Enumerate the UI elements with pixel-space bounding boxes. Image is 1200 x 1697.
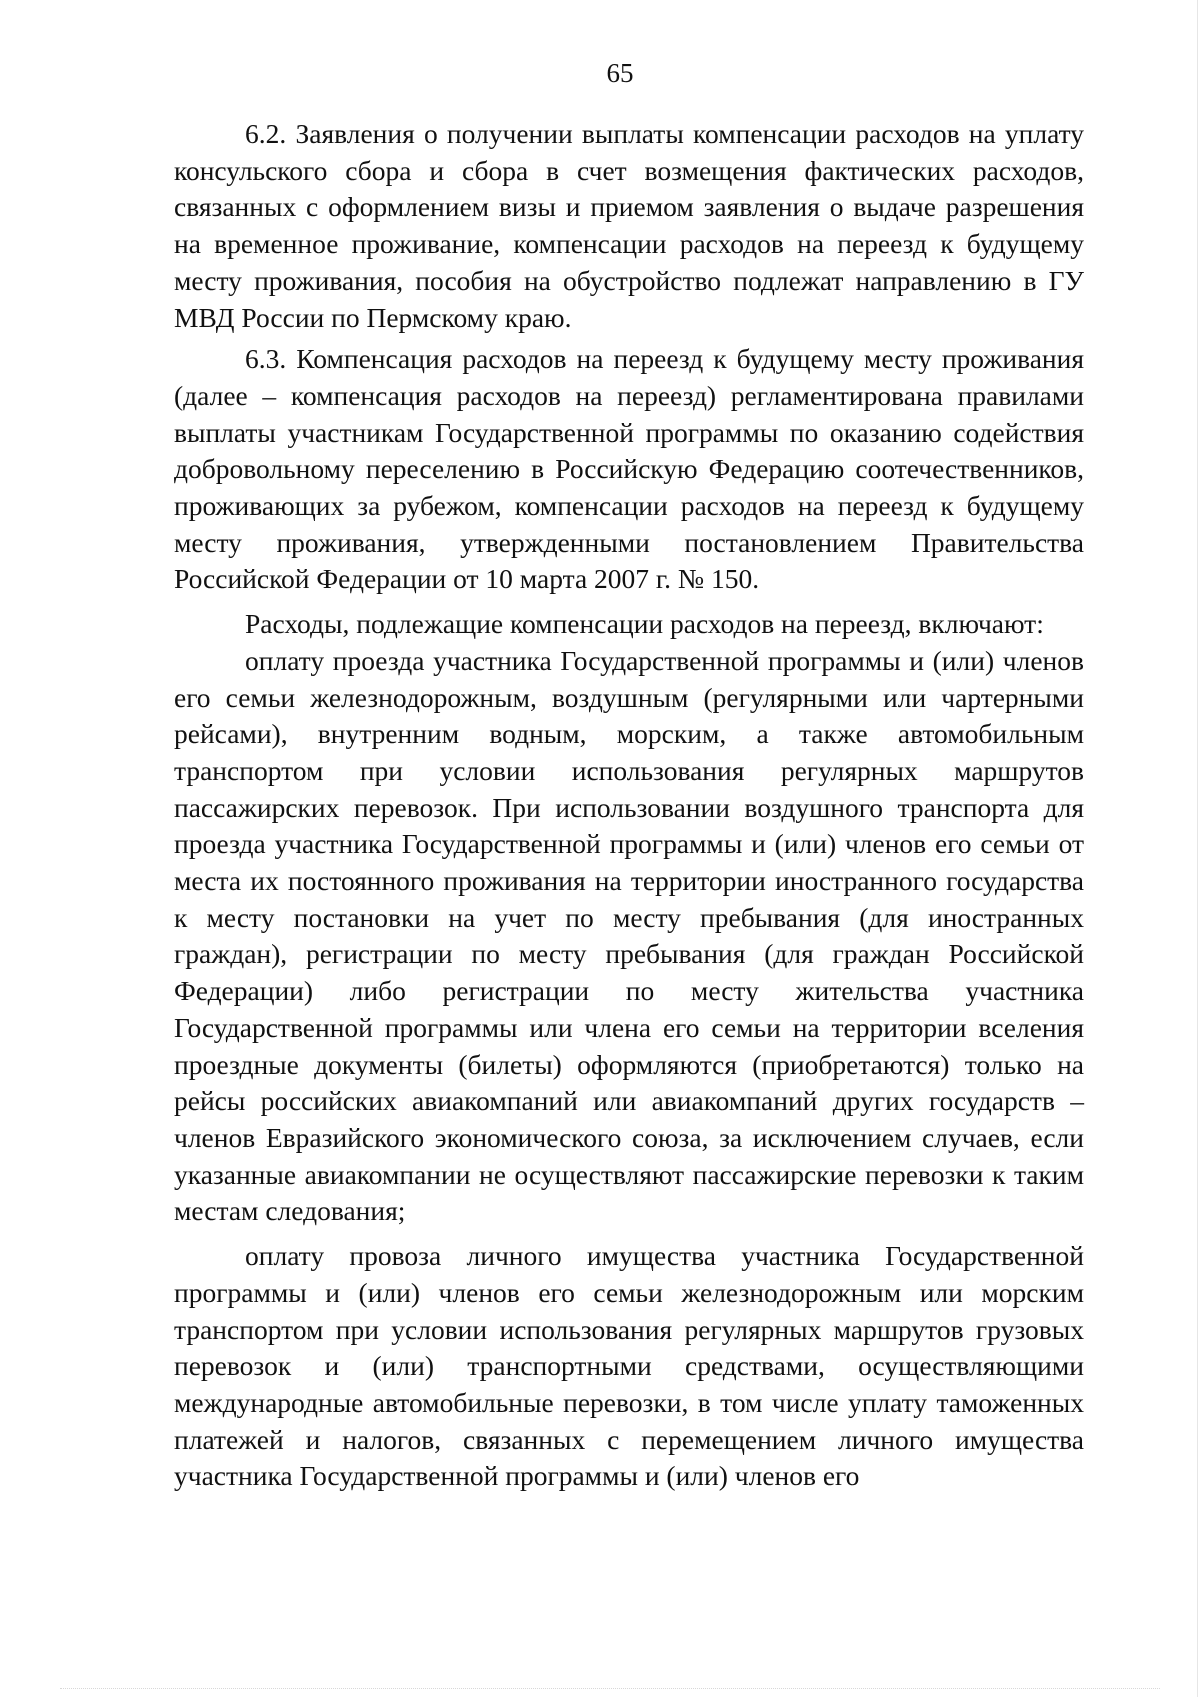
page-number: 65 [606, 58, 634, 88]
paragraph-travel-payment: оплату проезда участника Государственной программы и (или) членов его семьи железнодорожным, воздушным (регулярными или чартерными рейсами), внутренним водным, морским, а также автомобильным транспортом при условии использования регулярных маршрутов пассажирских перевозок. При использовании воздушного транспорта для проезда участника Государственной программы и (или) членов его семьи от места их постоянного проживания на территории иностранного государства к месту постановки на учет по месту пребывания (для иностранных граждан), регистрации по месту пребывания (для граждан Российской Федерации) либо регистрации по месту жительства участника Государственной программы или члена его семьи на территории вселения проездные документы (билеты) оформляются (приобретаются) только на рейсы российских авиакомпаний или авиакомпаний других государств – членов Евразийского экономического союза, за исключением случаев, если указанные авиакомпании не осуществляют пассажирские перевозки к таким местам следования; [174, 644, 1084, 1227]
paragraph-6-3: 6.3. Компенсация расходов на переезд к будущему месту проживания (далее – компенсация расходов на переезд) регламентирована правилами выплаты участникам Государственной программы по оказанию содействия добровольному переселению в Российскую Федерацию соотечественников, проживающих за рубежом, компенсации расходов на переезд к будущему месту проживания, утвержденными постановлением Правительства Российской Федерации от 10 марта 2007 г. № 150. [174, 343, 1084, 595]
scan-edge-artifact [60, 1688, 1160, 1689]
paragraph-6-2: 6.2. Заявления о получении выплаты компенсации расходов на уплату консульского сбора и сбора в счет возмещения фактических расходов, связанных с оформлением визы и приемом заявления о выдаче разрешения на временное проживание, компенсации расходов на переезд к будущему месту проживания, пособия на обустройство подлежат направлению в ГУ МВД России по Пермскому краю. [174, 118, 1084, 333]
paragraph-property-transport: оплату провоза личного имущества участника Государственной программы и (или) членов его семьи железнодорожным или морским транспортом при условии использования регулярных маршрутов грузовых перевозок и (или) транспортными средствами, осуществляющими международные автомобильные перевозки, в том числе уплату таможенных платежей и налогов, связанных с перемещением личного имущества участника Государственной программы и (или) членов его [174, 1240, 1084, 1492]
document-body [174, 116, 1084, 1495]
scan-right-edge [1197, 0, 1198, 1697]
paragraph-expenses-intro: Расходы, подлежащие компенсации расходов на переезд, включают: [245, 608, 1044, 640]
